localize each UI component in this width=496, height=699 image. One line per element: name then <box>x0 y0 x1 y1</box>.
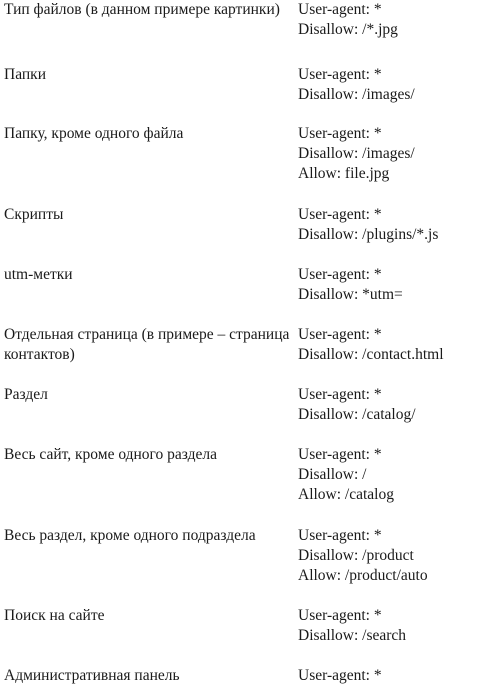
rule-line: User-agent: * <box>298 206 382 223</box>
table-row <box>4 205 492 245</box>
rule-line: User-agent: * <box>298 446 382 463</box>
rule-line: User-agent: * <box>298 266 382 283</box>
rule-line: Disallow: *utm= <box>298 286 403 303</box>
rule-line: Disallow: /product <box>298 547 414 564</box>
target-cell: Раздел <box>4 386 48 403</box>
table-row <box>4 0 492 40</box>
target-cell: Весь раздел, кроме одного подраздела <box>4 527 256 544</box>
rule-cell <box>298 124 492 184</box>
rule-line: Disallow: /plugins/*.js <box>298 226 439 243</box>
target-cell: Тип файлов (в данном примере картинки) <box>4 1 280 18</box>
rule-cell <box>298 0 492 40</box>
table-row <box>4 265 492 305</box>
rule-line: Allow: /catalog <box>298 486 394 503</box>
table-row <box>4 606 492 646</box>
rule-line: User-agent: * <box>298 66 382 83</box>
rule-line: Disallow: / <box>298 466 367 483</box>
rule-line: User-agent: * <box>298 607 382 624</box>
rule-line: Disallow: /catalog/ <box>298 406 416 423</box>
table-row <box>4 445 492 505</box>
table-row <box>4 526 492 586</box>
rule-line: User-agent: * <box>298 125 382 142</box>
target-cell: Поиск на сайте <box>4 607 105 624</box>
rule-line: Disallow: /*.jpg <box>298 21 398 38</box>
rule-line: User-agent: * <box>298 527 382 544</box>
table-row <box>4 65 492 105</box>
rule-line: Allow: file.jpg <box>298 165 390 182</box>
rule-cell <box>298 325 492 365</box>
rule-line: User-agent: * <box>298 386 382 403</box>
rule-line: Disallow: /images/ <box>298 145 415 162</box>
target-cell: Весь сайт, кроме одного раздела <box>4 446 218 463</box>
rule-line: Disallow: /images/ <box>298 86 415 103</box>
rule-cell <box>298 65 492 105</box>
table-row <box>4 666 492 686</box>
rule-line: Allow: /product/auto <box>298 567 428 584</box>
rule-cell <box>298 385 492 425</box>
target-cell: Папку, кроме одного файла <box>4 125 184 142</box>
target-cell: Административная панель <box>4 667 180 684</box>
rule-line: User-agent: * <box>298 326 382 343</box>
rule-cell <box>298 606 492 646</box>
rule-cell <box>298 265 492 305</box>
rule-cell <box>298 666 492 686</box>
rule-line: Disallow: /contact.html <box>298 346 444 363</box>
target-cell: utm-метки <box>4 266 73 283</box>
rule-line: User-agent: * <box>298 1 382 18</box>
target-cell: Скрипты <box>4 206 64 223</box>
table-row <box>4 385 492 425</box>
target-cell: Отдельная страница (в примере – страница контактов) <box>4 326 290 363</box>
table-row <box>4 325 492 365</box>
rule-cell <box>298 526 492 586</box>
target-cell: Папки <box>4 66 46 83</box>
table-row <box>4 124 492 184</box>
rule-cell <box>298 445 492 505</box>
rule-cell <box>298 205 492 245</box>
rule-line: User-agent: * <box>298 667 382 684</box>
rule-line: Disallow: /search <box>298 627 407 644</box>
